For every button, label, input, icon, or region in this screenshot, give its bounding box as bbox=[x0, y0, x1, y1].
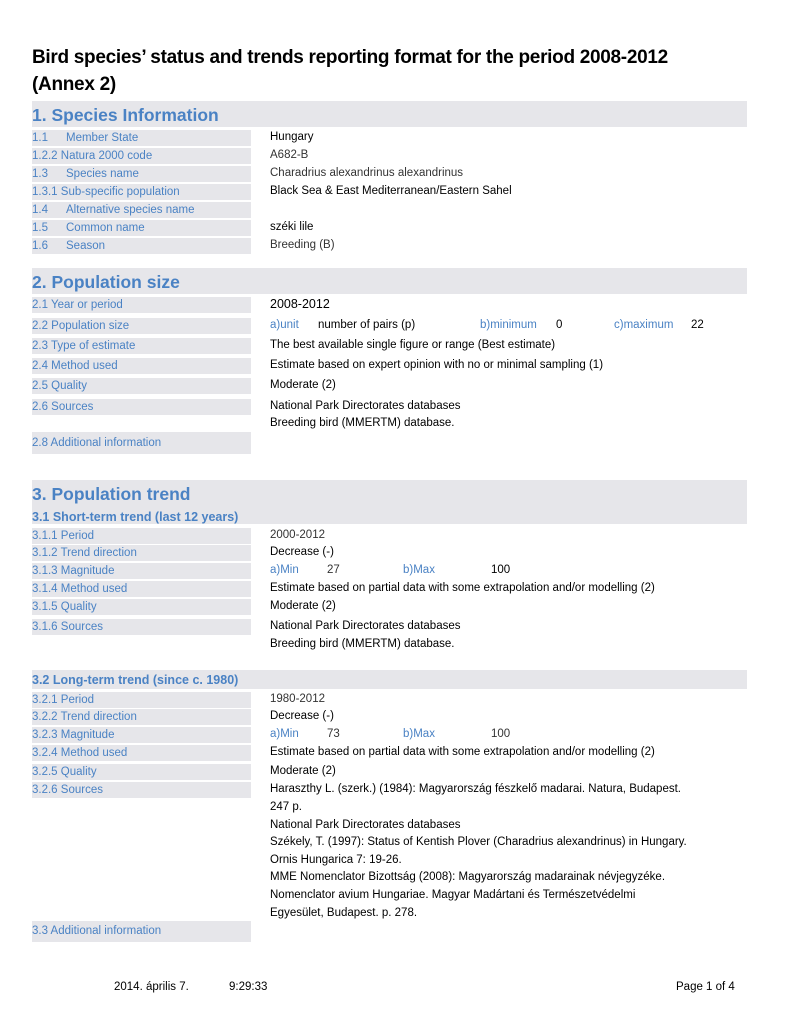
short-sources-value-2: Breeding bird (MMERTM) database. bbox=[270, 638, 455, 650]
type-estimate-label: 2.3 Type of estimate bbox=[32, 338, 251, 354]
document-title bbox=[32, 44, 762, 98]
long-method-value: Estimate based on partial data with some extrapolation and/or modelling (2) bbox=[270, 746, 655, 758]
maximum-label: c)maximum bbox=[614, 319, 674, 331]
short-direction-label: 3.1.2 Trend direction bbox=[32, 545, 251, 561]
season-value: Breeding (B) bbox=[270, 239, 335, 251]
long-method-label: 3.2.4 Method used bbox=[32, 745, 251, 761]
row-1-5-label: 1.5 Common name bbox=[32, 220, 251, 236]
long-max-label: b)Max bbox=[403, 728, 435, 740]
year-period-label: 2.1 Year or period bbox=[32, 297, 251, 313]
long-quality-label: 3.2.5 Quality bbox=[32, 764, 251, 780]
long-term-heading: 3.2 Long-term trend (since c. 1980) bbox=[32, 673, 239, 687]
long-sources-line-8: Egyesület, Budapest. p. 278. bbox=[270, 907, 418, 919]
row-1-3-label: 1.3 Species name bbox=[32, 166, 251, 182]
long-sources-line-4: Székely, T. (1997): Status of Kentish Plover (Charadrius alexandrinus) in Hungary. bbox=[270, 836, 687, 848]
long-magnitude-label: 3.2.3 Magnitude bbox=[32, 727, 251, 743]
quality-label: 2.5 Quality bbox=[32, 378, 251, 394]
section-2-heading: 2. Population size bbox=[32, 272, 180, 292]
footer-page-number: Page 1 of 4 bbox=[676, 981, 735, 993]
short-max-value: 100 bbox=[491, 564, 511, 576]
member-state-value: Hungary bbox=[270, 131, 314, 143]
short-min-label: a)Min bbox=[270, 564, 299, 576]
sources-label: 2.6 Sources bbox=[32, 399, 251, 415]
long-sources-label: 3.2.6 Sources bbox=[32, 782, 251, 798]
row-1-4-label: 1.4 Alternative species name bbox=[32, 202, 251, 218]
title-line-1: Bird species’ status and trends reporting format for the period 2008-2012 bbox=[32, 47, 668, 68]
natura-code-value: A682-B bbox=[270, 149, 309, 161]
row-1-6-label: 1.6 Season bbox=[32, 238, 251, 254]
row-1-2-2-label: 1.2.2 Natura 2000 code bbox=[32, 148, 251, 164]
short-method-label: 3.1.4 Method used bbox=[32, 581, 251, 597]
method-used-label: 2.4 Method used bbox=[32, 358, 251, 374]
long-min-value: 73 bbox=[327, 728, 340, 740]
long-min-label: a)Min bbox=[270, 728, 299, 740]
footer-time: 9:29:33 bbox=[229, 981, 268, 993]
sources-value-1: National Park Directorates databases bbox=[270, 400, 461, 412]
minimum-value: 0 bbox=[556, 319, 563, 331]
maximum-value: 22 bbox=[691, 319, 704, 331]
short-magnitude-label: 3.1.3 Magnitude bbox=[32, 563, 251, 579]
minimum-label: b)minimum bbox=[480, 319, 537, 331]
section-1-heading: 1. Species Information bbox=[32, 105, 219, 125]
section-3-additional-label: 3.3 Additional information bbox=[32, 921, 251, 942]
short-method-value: Estimate based on partial data with some extrapolation and/or modelling (2) bbox=[270, 582, 655, 594]
population-size-label: 2.2 Population size bbox=[32, 318, 251, 334]
additional-info-label: 2.8 Additional information bbox=[32, 432, 251, 454]
short-max-label: b)Max bbox=[403, 564, 435, 576]
title-line-2: (Annex 2) bbox=[32, 74, 116, 95]
section-3-heading: 3. Population trend bbox=[32, 484, 191, 504]
long-sources-line-2: 247 p. bbox=[270, 801, 302, 813]
short-period-label: 3.1.1 Period bbox=[32, 528, 251, 544]
long-max-value: 100 bbox=[491, 728, 511, 740]
short-quality-label: 3.1.5 Quality bbox=[32, 599, 251, 615]
long-sources-line-3: National Park Directorates databases bbox=[270, 819, 461, 831]
sub-specific-population-value: Black Sea & East Mediterranean/Eastern Sahel bbox=[270, 185, 512, 197]
long-period-label: 3.2.1 Period bbox=[32, 692, 251, 708]
long-direction-label: 3.2.2 Trend direction bbox=[32, 709, 251, 725]
footer-date: 2014. április 7. bbox=[114, 981, 189, 993]
common-name-value: széki lile bbox=[270, 221, 314, 233]
short-min-value: 27 bbox=[327, 564, 340, 576]
long-quality-value: Moderate (2) bbox=[270, 765, 336, 777]
quality-value: Moderate (2) bbox=[270, 379, 336, 391]
long-sources-line-7: Nomenclator avium Hungariae. Magyar Madártani és Természetvédelmi bbox=[270, 889, 636, 901]
short-sources-label: 3.1.6 Sources bbox=[32, 619, 251, 635]
row-1-1-label: 1.1 Member State bbox=[32, 130, 251, 146]
year-period-value: 2008-2012 bbox=[270, 297, 330, 311]
unit-label: a)unit bbox=[270, 319, 299, 331]
type-estimate-value: The best available single figure or range (Best estimate) bbox=[270, 339, 556, 351]
sources-value-2: Breeding bird (MMERTM) database. bbox=[270, 417, 455, 429]
long-sources-line-5: Ornis Hungarica 7: 19-26. bbox=[270, 854, 402, 866]
short-period-value: 2000-2012 bbox=[270, 529, 325, 541]
long-sources-line-6: MME Nomenclator Bizottság (2008): Magyarország madarainak névjegyzéke. bbox=[270, 871, 666, 883]
row-1-3-1-label: 1.3.1 Sub-specific population bbox=[32, 184, 251, 200]
short-sources-value-1: National Park Directorates databases bbox=[270, 620, 461, 632]
short-term-heading: 3.1 Short-term trend (last 12 years) bbox=[32, 510, 239, 524]
method-used-value: Estimate based on expert opinion with no or minimal sampling (1) bbox=[270, 359, 604, 371]
species-name-value: Charadrius alexandrinus alexandrinus bbox=[270, 167, 464, 179]
long-sources-line-1: Haraszthy L. (szerk.) (1984): Magyarország fészkelő madarai. Natura, Budapest. bbox=[270, 783, 681, 795]
long-direction-value: Decrease (-) bbox=[270, 710, 334, 722]
long-period-value: 1980-2012 bbox=[270, 693, 325, 705]
short-direction-value: Decrease (-) bbox=[270, 546, 334, 558]
short-quality-value: Moderate (2) bbox=[270, 600, 336, 612]
unit-value: number of pairs (p) bbox=[318, 319, 416, 331]
